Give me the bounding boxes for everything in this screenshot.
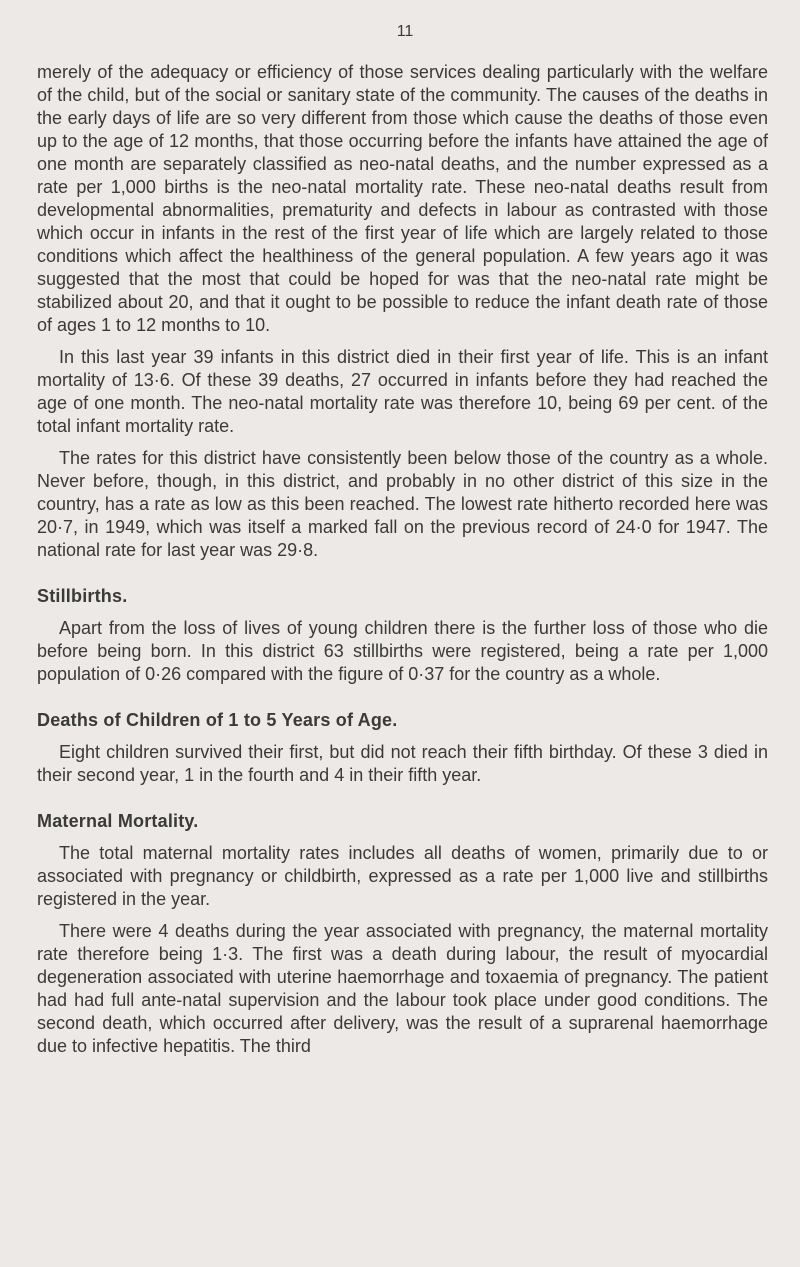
heading-child-deaths: Deaths of Children of 1 to 5 Years of Age. [37,710,398,730]
paragraph-child-deaths: Eight children survived their first, but did not reach their fifth birthday. Of these 3 died in their second year, 1 in the fourth and 4 in their fifth year. [37,742,768,785]
paragraph-stillbirths: Apart from the loss of lives of young children there is the further loss of those who die before being born. In this district 63 stillbirths were registered, being a rate per 1,000 population of 0·26 compared with the figure of 0·37 for the country as a whole. [37,618,768,684]
paragraph-infant-deaths: In this last year 39 infants in this district died in their first year of life. This is an infant mortality of 13·6. Of these 39 deaths, 27 occurred in infants before they had reached the age of one month. The neo-natal mortality rate was therefore 10, being 69 per cent. of the total infant mortality rate. [37,347,768,436]
paragraph-maternal-deaths: There were 4 deaths during the year associated with pregnancy, the maternal mortality rate therefore being 1·3. The first was a death during labour, the result of myocardial degeneration associated with uterine haemorrhage and toxaemia of pregnancy. The patient had had full ante-natal supervision and the labour took place under good conditions. The second death, which occurred after delivery, was the result of a suprarenal haemorrhage due to infective hepatitis. The third [37,921,768,1056]
paragraph-intro-continued: merely of the adequacy or efficiency of those services dealing particularly with the welfare of the child, but of the social or sanitary state of the community. The causes of the deaths in the early days of life are so very different from those which cause the deaths of those even up to the age of 12 months, that those occurring before the infants have attained the age of one month are separately classified as neo-natal deaths, and the number expressed as a rate per 1,000 births is the neo-natal mortality rate. These neo-natal deaths result from developmental abnormalities, prematurity and defects in labour as contrasted with those which occur in infants in the rest of the first year of life which are largely related to those conditions which affect the healthiness of the general population. A few years ago it was suggested that the most that could be hoped for was that the neo-natal rate might be stabilized about 20, and that it ought to be possible to reduce the infant death rate of those of ages 1 to 12 months to 10. [37,62,768,335]
paragraph-rate-comparison: The rates for this district have consistently been below those of the country as a whole. Never before, though, in this district, and probably in no other district of this size in the country, has a rate as low as this been reached. The lowest rate hitherto recorded here was 20·7, in 1949, which was itself a marked fall on the previous record of 24·0 for 1947. The national rate for last year was 29·8. [37,448,768,560]
page-number: 11 [396,23,414,40]
heading-maternal-mortality: Maternal Mortality. [37,811,199,831]
paragraph-maternal-definition: The total maternal mortality rates includes all deaths of women, primarily due to or associated with pregnancy or childbirth, expressed as a rate per 1,000 live and stillbirths registered in the year. [37,843,768,909]
heading-stillbirths: Stillbirths. [37,586,128,606]
